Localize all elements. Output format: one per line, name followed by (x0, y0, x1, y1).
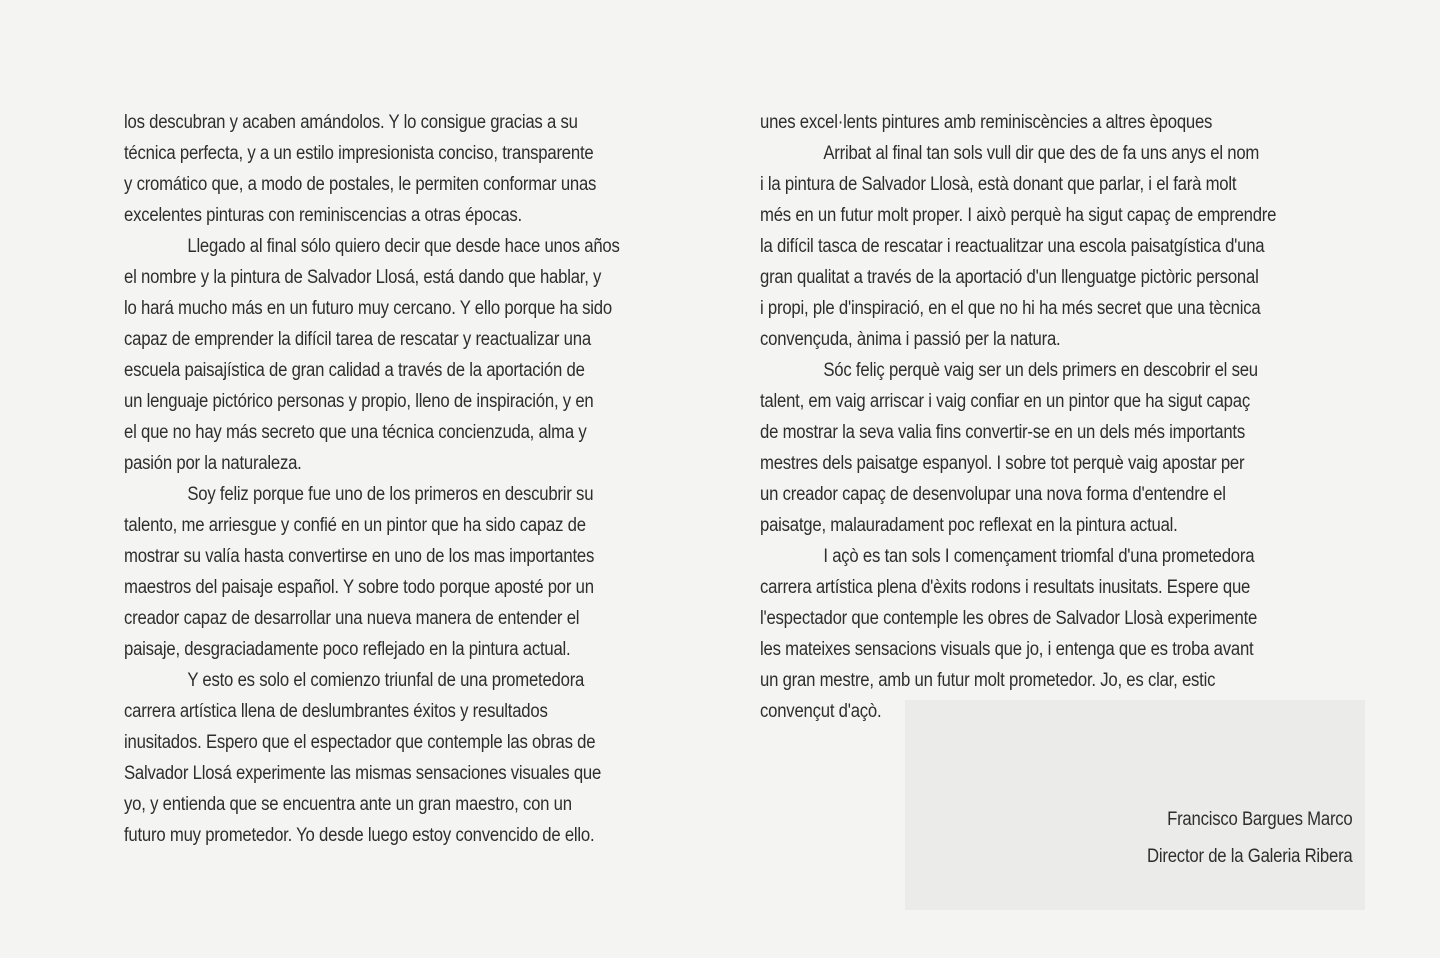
text-line: i propi, ple d'inspiració, en el que no hi ha més secret que una tècnica (760, 298, 1261, 319)
signature-name: Francisco Bargues Marco (1167, 809, 1353, 830)
text-line: carrera artística llena de deslumbrantes éxitos y resultados (124, 701, 548, 722)
text-line: gran qualitat a través de la aportació d'un llenguatge pictòric personal (760, 267, 1259, 288)
text-line: yo, y entienda que se encuentra ante un gran maestro, con un (124, 794, 572, 815)
text-line: mostrar su valía hasta convertirse en uno de los mas importantes (124, 546, 595, 567)
text-line: Sóc feliç perquè vaig ser un dels primers en descobrir el seu (823, 360, 1258, 381)
text-line: un creador capaç de desenvolupar una nova forma d'entendre el (760, 484, 1226, 505)
text-line: técnica perfecta, y a un estilo impresionista conciso, transparente (124, 143, 594, 164)
text-line: i la pintura de Salvador Llosà, està donant que parlar, i el farà molt (760, 174, 1237, 195)
text-line: un gran mestre, amb un futur molt prometedor. Jo, es clar, estic (760, 670, 1216, 691)
text-line: de mostrar la seva valia fins convertir-se en un dels més importants (760, 422, 1246, 443)
text-line: excelentes pinturas con reminiscencias a otras épocas. (124, 205, 522, 226)
signature-block (1148, 801, 1353, 875)
text-line: I açò es tan sols I començament triomfal d'una prometedora (823, 546, 1255, 567)
text-line: inusitados. Espero que el espectador que contemple las obras de (124, 732, 596, 753)
text-line: creador capaz de desarrollar una nueva manera de entender el (124, 608, 580, 629)
text-line: Soy feliz porque fue uno de los primeros en descubrir su (187, 484, 594, 505)
text-line: més en un futur molt proper. I això perquè ha sigut capaç de emprendre (760, 205, 1277, 226)
signature-role: Director de la Galeria Ribera (1147, 846, 1353, 867)
text-line: lo hará mucho más en un futuro muy cercano. Y ello porque ha sido (124, 298, 612, 319)
text-line: escuela paisajística de gran calidad a través de la aportación de (124, 360, 585, 381)
text-line: pasión por la naturaleza. (124, 453, 302, 474)
text-line: carrera artística plena d'èxits rodons i resultats inusitats. Espere que (760, 577, 1251, 598)
text-line: paisaje, desgraciadamente poco reflejado en la pintura actual. (124, 639, 571, 660)
text-line: Llegado al final sólo quiero decir que desde hace unos años (187, 236, 620, 257)
text-line: futuro muy prometedor. Yo desde luego estoy convencido de ello. (124, 825, 595, 846)
text-line: y cromático que, a modo de postales, le permiten conformar unas (124, 174, 597, 195)
text-line: maestros del paisaje español. Y sobre todo porque aposté por un (124, 577, 594, 598)
text-line: unes excel·lents pintures amb reminiscències a altres èpoques (760, 112, 1213, 133)
text-line: talento, me arriesgue y confié en un pintor que ha sido capaz de (124, 515, 586, 536)
text-line: el nombre y la pintura de Salvador Llosá, está dando que hablar, y (124, 267, 602, 288)
text-line: Y esto es solo el comienzo triunfal de una prometedora (187, 670, 585, 691)
text-line: capaz de emprender la difícil tarea de rescatar y reactualizar una (124, 329, 591, 350)
text-line: la difícil tasca de rescatar i reactualitzar una escola paisatgística d'una (760, 236, 1265, 257)
text-line: paisatge, malauradament poc reflexat en la pintura actual. (760, 515, 1178, 536)
text-line: talent, em vaig arriscar i vaig confiar en un pintor que ha sigut capaç (760, 391, 1250, 412)
text-line: l'espectador que contemple les obres de Salvador Llosà experimente (760, 608, 1258, 629)
text-line: los descubran y acaben amándolos. Y lo consigue gracias a su (124, 112, 578, 133)
text-line: convençut d'açò. (760, 701, 882, 722)
text-line: les mateixes sensacions visuals que jo, i entenga que es troba avant (760, 639, 1254, 660)
text-line: Arribat al final tan sols vull dir que des de fa uns anys el nom (823, 143, 1260, 164)
text-line: mestres dels paisatge espanyol. I sobre tot perquè vaig apostar per (760, 453, 1245, 474)
text-line: un lenguaje pictórico personas y propio, lleno de inspiración, y en (124, 391, 594, 412)
text-column-spanish (124, 107, 705, 851)
text-line: el que no hay más secreto que una técnica concienzuda, alma y (124, 422, 587, 443)
text-line: Salvador Llosá experimente las mismas sensaciones visuales que (124, 763, 602, 784)
text-line: convençuda, ànima i passió per la natura. (760, 329, 1061, 350)
text-column-catalan (760, 107, 1367, 727)
